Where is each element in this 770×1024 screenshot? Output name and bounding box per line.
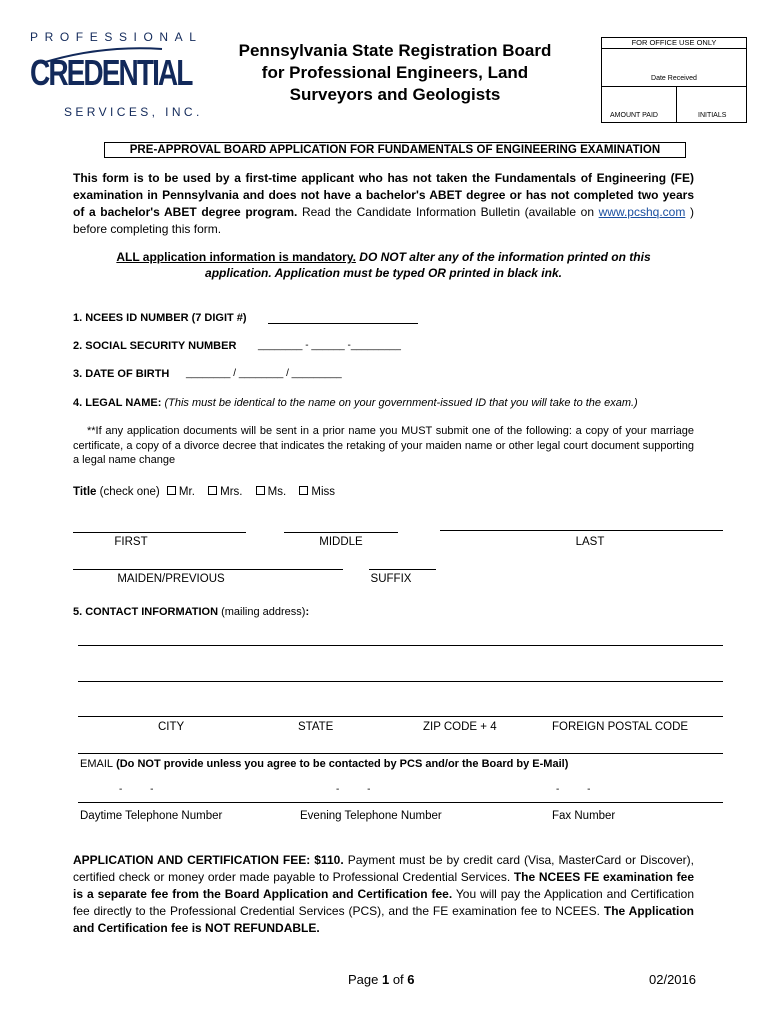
amount-paid-label: AMOUNT PAID [610,112,658,119]
phone-fields-line[interactable] [78,802,723,803]
ms-label: Ms. [267,486,287,498]
fee-bold-2: The NCEES FE examination fee is a separate fee from the Board Application and Certification fee. [73,870,695,901]
intro-paragraph [73,170,694,238]
suffix-field[interactable] [369,569,436,570]
email-field[interactable] [78,753,723,754]
miss-label: Miss [311,486,336,498]
office-divider-h [602,86,746,87]
email-note: (Do NOT provide unless you agree to be contacted by PCS and/or the Board by E-Mail) [113,758,569,770]
foreign-postal-label: FOREIGN POSTAL CODE [552,721,689,733]
mr-label: Mr. [178,486,195,498]
zip-label: ZIP CODE + 4 [423,721,497,733]
eve-phone-label: Evening Telephone Number [300,810,442,822]
logo-top-text: PROFESSIONAL [30,30,203,44]
miss-checkbox[interactable] [299,486,308,495]
title-line-2: for Professional Engineers, Land [261,63,529,82]
mandatory-italic-2b: . Application must be typed OR printed in black ink. [268,266,562,280]
first-name-field[interactable] [73,532,246,533]
fee-text-2: You will pay the Application and Certification fee directly to the Professional Credential Services (PCS), and the FE examination fee to NCEES. [73,887,694,918]
logo-sub-text: SERVICES, INC. [64,105,203,119]
office-divider-v [676,86,677,122]
pcshq-link[interactable]: www.pcshq.com [598,205,686,219]
prior-name-note: **If any application documents will be sent in a prior name you MUST submit one of the following: a copy of your marriage certificate, a copy of a divorce decree that indicates the retaking of your maiden name or other legal court document supporting a legal name change [73,425,694,466]
middle-name-field[interactable] [284,532,398,533]
contact-heading [73,606,309,618]
page-total: 6 [407,972,415,987]
fax-dashes: - - [556,784,591,795]
day-phone-label: Daytime Telephone Number [80,810,223,822]
fee-bold-3: The Application and Certification fee is NOT REFUNDABLE. [73,904,694,935]
ncees-id-field[interactable] [268,311,418,324]
legal-name-heading: 4. LEGAL NAME: [73,397,162,409]
day-phone-dashes: - - [119,784,154,795]
ncees-id-label: 1. NCEES ID NUMBER (7 DIGIT #) [73,312,247,324]
page-title [200,40,590,106]
mrs-checkbox[interactable] [208,486,217,495]
legal-name-note: (This must be identical to the name on your government-issued ID that you will take to the exam.) [161,397,638,409]
address-line-3-field[interactable] [78,716,723,717]
dob-field[interactable]: ________ / ________ / _________ [186,368,342,379]
ms-checkbox[interactable] [256,486,265,495]
legal-name-label [73,397,713,409]
page-number [348,972,415,987]
mandatory-underlined: ALL application information is mandatory. [116,250,356,264]
email-row [80,758,568,770]
office-use-heading: FOR OFFICE USE ONLY [602,38,746,49]
ssn-field[interactable]: ________ - ______ -_________ [258,340,401,351]
email-label: EMAIL [80,758,114,770]
maiden-name-field[interactable] [73,569,343,570]
fee-text-1: Payment must be by credit card (Visa, MasterCard or Discover), certified check or money order made payable to Professional Credential Services. [73,853,694,884]
ssn-label: 2. SOCIAL SECURITY NUMBER [73,340,237,352]
fax-label: Fax Number [552,810,616,822]
middle-name-label: MIDDLE [319,536,363,548]
logo-main-text: CREDENTIAL [30,52,192,93]
title-choice-row [73,486,335,498]
mr-checkbox[interactable] [167,486,176,495]
last-name-field[interactable] [440,530,723,531]
state-label: STATE [298,721,334,733]
title-hint: (check one) [96,486,160,498]
mrs-label: Mrs. [220,486,243,498]
form-banner: PRE-APPROVAL BOARD APPLICATION FOR FUNDAMENTALS OF ENGINEERING EXAMINATION [104,142,686,158]
address-line-2-field[interactable] [78,681,723,682]
city-label: CITY [158,721,185,733]
fee-paragraph [73,852,694,937]
title-line-1: Pennsylvania State Registration Board [238,41,552,60]
first-name-label: FIRST [114,536,148,548]
contact-heading-colon: : [305,606,310,618]
eve-phone-dashes: - - [336,784,371,795]
page-prefix: Page [348,972,382,987]
intro-tail-text: ) before completing this form. [73,205,694,236]
title-label: Title [73,486,97,498]
title-line-3: Surveyors and Geologists [289,85,501,104]
contact-heading-normal: (mailing address) [218,606,306,618]
intro-bold-text: This form is to be used by a first-time applicant who has not taken the Fundamentals of Engineering (FE) examination in Pennsylvania and does not have a bachelor's ABET degree or has not completed two years of a bachelor's ABET degree program. [73,171,694,219]
last-name-label: LAST [575,536,605,548]
page-current: 1 [381,972,390,987]
form-date: 02/2016 [649,972,696,987]
fee-bold-1: APPLICATION AND CERTIFICATION FEE: $110. [73,853,344,867]
intro-normal-text: Read the Candidate Information Bulletin (available on [297,205,599,219]
suffix-label: SUFFIX [370,573,412,585]
dob-label: 3. DATE OF BIRTH [73,368,170,380]
contact-heading-bold: 5. CONTACT INFORMATION [73,606,219,618]
mandatory-italic-2a: application [205,266,269,280]
mandatory-note [73,249,694,281]
logo-swoosh [40,45,165,65]
page-of: of [389,972,408,987]
maiden-name-label: MAIDEN/PREVIOUS [117,573,225,585]
date-received-label: Date Received [651,75,697,82]
address-line-1-field[interactable] [78,645,723,646]
initials-label: INITIALS [698,112,727,119]
mandatory-italic-1: DO NOT alter any of the information printed on this [355,250,651,264]
office-use-box [601,37,747,123]
